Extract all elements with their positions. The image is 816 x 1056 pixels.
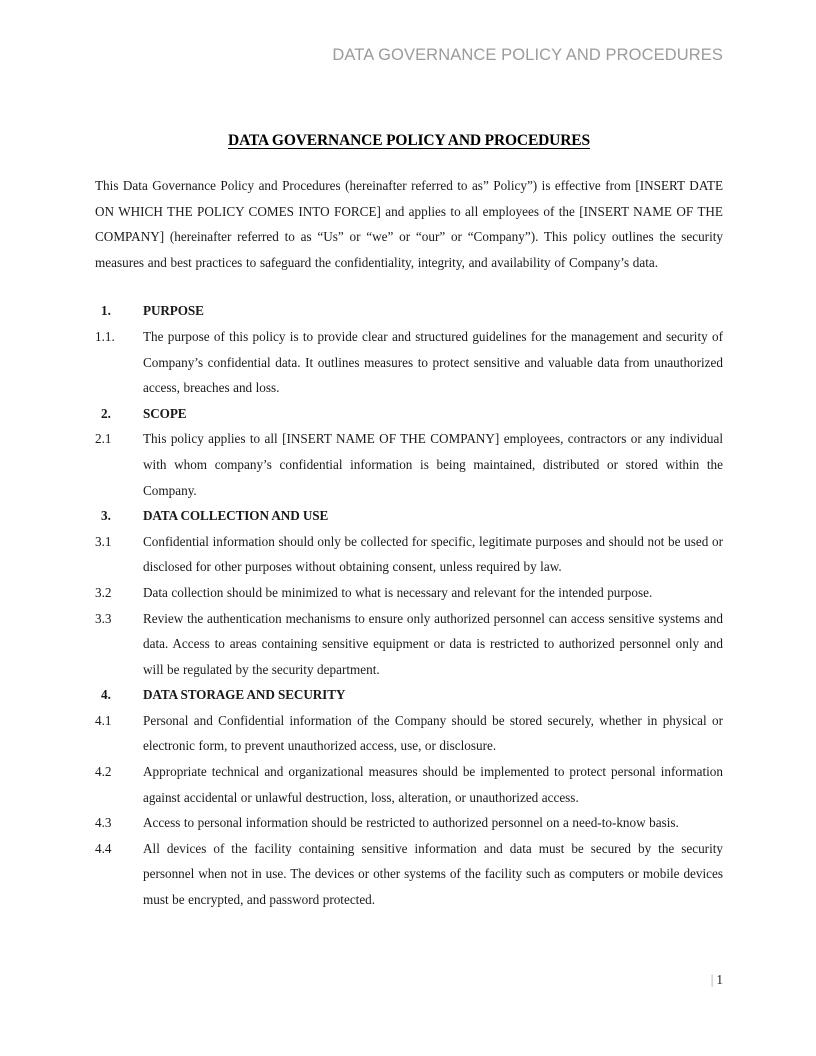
section-label: DATA STORAGE AND SECURITY [143, 687, 346, 703]
section-heading [95, 401, 723, 427]
clause [95, 836, 723, 913]
section-label: DATA COLLECTION AND USE [143, 508, 329, 524]
clause [95, 324, 723, 401]
clause-number: 3.2 [95, 584, 112, 600]
section-number: 4. [101, 687, 111, 703]
clause-text: Review the authentication mechanisms to ensure only authorized personnel can access sensitive systems and data. Access to areas containing sensitive equipment or data is restricted to authorized personnel only and will be regulated by the security department. [143, 610, 723, 677]
intro-paragraph: This Data Governance Policy and Procedures (hereinafter referred to as” Policy”) is effective from [INSERT DATE ON WHICH THE POLICY COMES INTO FORCE] and applies to all employees of the [INSERT NAME OF THE COMPANY] (hereinafter referred to as “Us” or “we” or “our” or “Company”). This policy outlines the security measures and best practices to safeguard the confidentiality, integrity, and availability of Company’s data. [95, 178, 723, 270]
section-4 [95, 682, 723, 912]
clause-text: The purpose of this policy is to provide clear and structured guidelines for the management and security of Company’s confidential data. It outlines measures to protect sensitive and valuable data from unauthorized access, breaches and loss. [143, 328, 723, 396]
clause [95, 426, 723, 503]
section-number: 2. [101, 405, 111, 421]
section-number: 1. [101, 303, 111, 319]
document-body [95, 173, 723, 913]
section-label: PURPOSE [143, 303, 204, 319]
section-heading [95, 503, 723, 529]
section-heading [95, 682, 723, 708]
section-1 [95, 298, 723, 400]
running-header: DATA GOVERNANCE POLICY AND PROCEDURES [332, 46, 723, 64]
clause-number: 1.1. [95, 328, 115, 344]
clause-text: Data collection should be minimized to what is necessary and relevant for the intended purpose. [143, 584, 653, 600]
clause-text: Personal and Confidential information of the Company should be stored securely, whether in physical or electronic form, to prevent unauthorized access, use, or disclosure. [143, 712, 723, 754]
page-footer [95, 971, 723, 989]
page-title [95, 132, 723, 150]
clause-number: 2.1 [95, 431, 112, 447]
page-title-text: DATA GOVERNANCE POLICY AND PROCEDURES [228, 132, 590, 150]
clause-number: 4.4 [95, 840, 112, 856]
clause-number: 4.3 [95, 815, 112, 831]
clause [95, 810, 723, 836]
section-2 [95, 401, 723, 503]
clause-number: 4.1 [95, 712, 112, 728]
sections-container [95, 298, 723, 912]
clause-number: 3.1 [95, 533, 112, 549]
clause-number: 3.3 [95, 610, 112, 626]
clause [95, 580, 723, 606]
clause [95, 529, 723, 580]
section-3 [95, 503, 723, 682]
section-heading [95, 298, 723, 324]
section-label: SCOPE [143, 405, 187, 421]
clause-text: All devices of the facility containing sensitive information and data must be secured by the security personnel when not in use. The devices or other systems of the facility such as computers or mobile devices must be encrypted, and password protected. [143, 840, 723, 908]
footer-page-number: 1 [716, 972, 723, 987]
clause-text: Access to personal information should be restricted to authorized personnel on a need-to-know basis. [143, 815, 679, 831]
clause-text: Confidential information should only be collected for specific, legitimate purposes and should not be used or disclosed for other purposes without obtaining consent, unless required by law. [143, 533, 723, 575]
footer-separator: | [710, 972, 714, 987]
clause [95, 606, 723, 683]
section-number: 3. [101, 508, 111, 524]
clause-text: Appropriate technical and organizational measures should be implemented to protect personal information against accidental or unlawful destruction, loss, alteration, or unauthorized access. [143, 764, 723, 805]
clause [95, 759, 723, 810]
clause-text: This policy applies to all [INSERT NAME OF THE COMPANY] employees, contractors or any individual with whom company’s confidential information is being maintained, distributed or stored within the Company. [143, 431, 723, 498]
clause [95, 708, 723, 759]
clause-number: 4.2 [95, 764, 112, 780]
